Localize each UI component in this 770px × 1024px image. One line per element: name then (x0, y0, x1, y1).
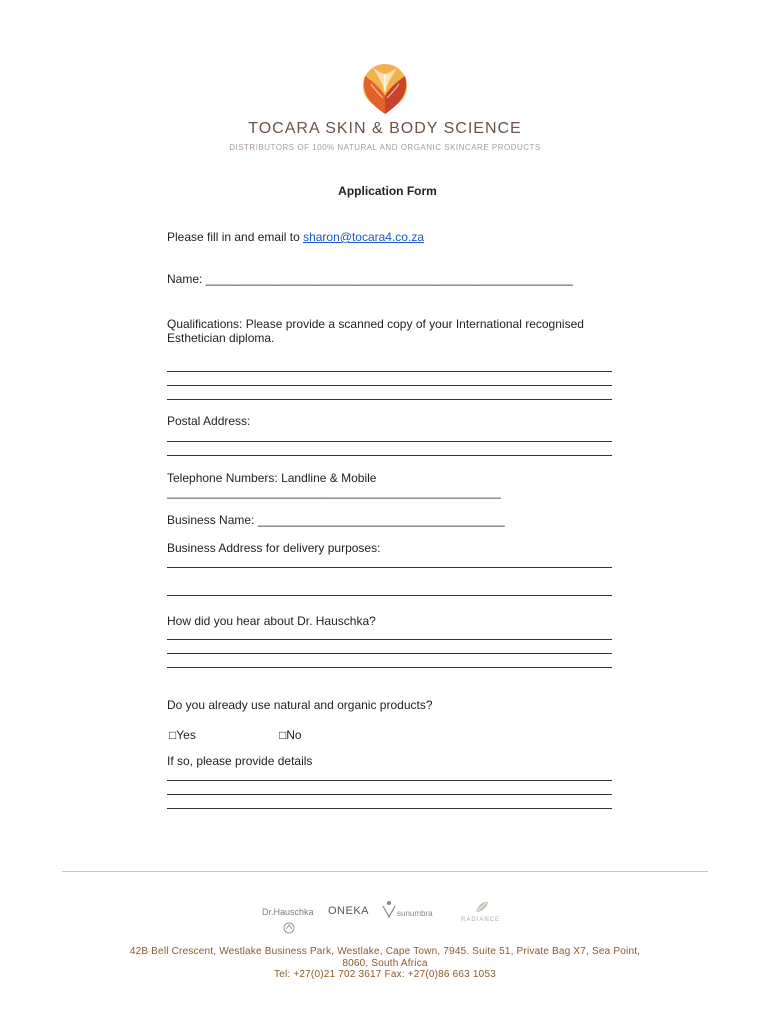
business-address-line-1[interactable] (167, 567, 612, 568)
business-address-line-2[interactable] (167, 595, 612, 596)
hear-about-label: How did you hear about Dr. Hauschka? (167, 614, 376, 628)
contact-numbers: Tel: +27(0)21 702 3617 Fax: +27(0)86 663 1053 (274, 969, 496, 980)
option-no-label: No (286, 728, 302, 742)
sunumbra-figure-icon (382, 900, 396, 918)
drhauschka-emblem-icon (283, 922, 295, 934)
address-line-2: 8060, South Africa (342, 957, 428, 969)
qualifications-label: Qualifications: Please provide a scanned copy of your International recognised Esthetician diploma. (167, 317, 584, 345)
postal-line-1[interactable] (167, 441, 612, 442)
partner-sunumbra: sunumbra (397, 909, 433, 918)
postal-address-label: Postal Address: (167, 414, 251, 428)
address-line-1: 42B Bell Crescent, Westlake Business Park, Westlake, Cape Town, 7945. Suite 51, Private Bag X7, Sea Point, (129, 946, 641, 957)
brand-name: TOCARA SKIN & BODY SCIENCE (248, 120, 522, 137)
checkbox-yes-icon[interactable]: □ (169, 728, 177, 742)
natural-products-question: Do you already use natural and organic products? (167, 698, 433, 712)
postal-line-2[interactable] (167, 455, 612, 456)
brand-tagline: DISTRIBUTORS OF 100% NATURAL AND ORGANIC SKINCARE PRODUCTS (229, 143, 541, 152)
partner-drhauschka: Dr.Hauschka (262, 907, 314, 917)
telephone-label: Telephone Numbers: Landline & Mobile (167, 471, 377, 485)
partner-radiance: RADIANCE (461, 917, 501, 923)
footer-address (0, 946, 770, 981)
intro-text (167, 230, 424, 244)
hear-line-1[interactable] (167, 639, 612, 640)
footer-divider (62, 871, 708, 872)
name-field[interactable]: Name: _______________________________________________________ (167, 272, 573, 286)
business-name-field[interactable]: Business Name: _____________________________________ (167, 513, 505, 527)
form-title: Application Form (338, 184, 437, 198)
intro-label: Please fill in and email to (167, 230, 304, 244)
hear-line-2[interactable] (167, 653, 612, 654)
partner-oneka: ONEKA (328, 905, 370, 917)
qualifications-line-2[interactable] (167, 385, 612, 386)
hear-line-3[interactable] (167, 667, 612, 668)
tocara-logo-icon (357, 62, 413, 118)
partner-logos (0, 900, 770, 940)
details-label: If so, please provide details (167, 754, 313, 768)
email-link[interactable]: sharon@tocara4.co.za (303, 230, 424, 244)
option-yes[interactable] (169, 726, 196, 744)
qualifications-line-1[interactable] (167, 371, 612, 372)
option-yes-label: Yes (176, 728, 196, 742)
checkbox-no-icon[interactable]: □ (279, 728, 287, 742)
qualifications-line-3[interactable] (167, 399, 612, 400)
details-line-3[interactable] (167, 808, 612, 809)
radiance-leaf-icon (474, 900, 490, 914)
telephone-field[interactable]: __________________________________________________ (167, 485, 501, 499)
option-no[interactable] (279, 726, 302, 744)
business-address-label: Business Address for delivery purposes: (167, 541, 381, 555)
details-line-1[interactable] (167, 780, 612, 781)
details-line-2[interactable] (167, 794, 612, 795)
